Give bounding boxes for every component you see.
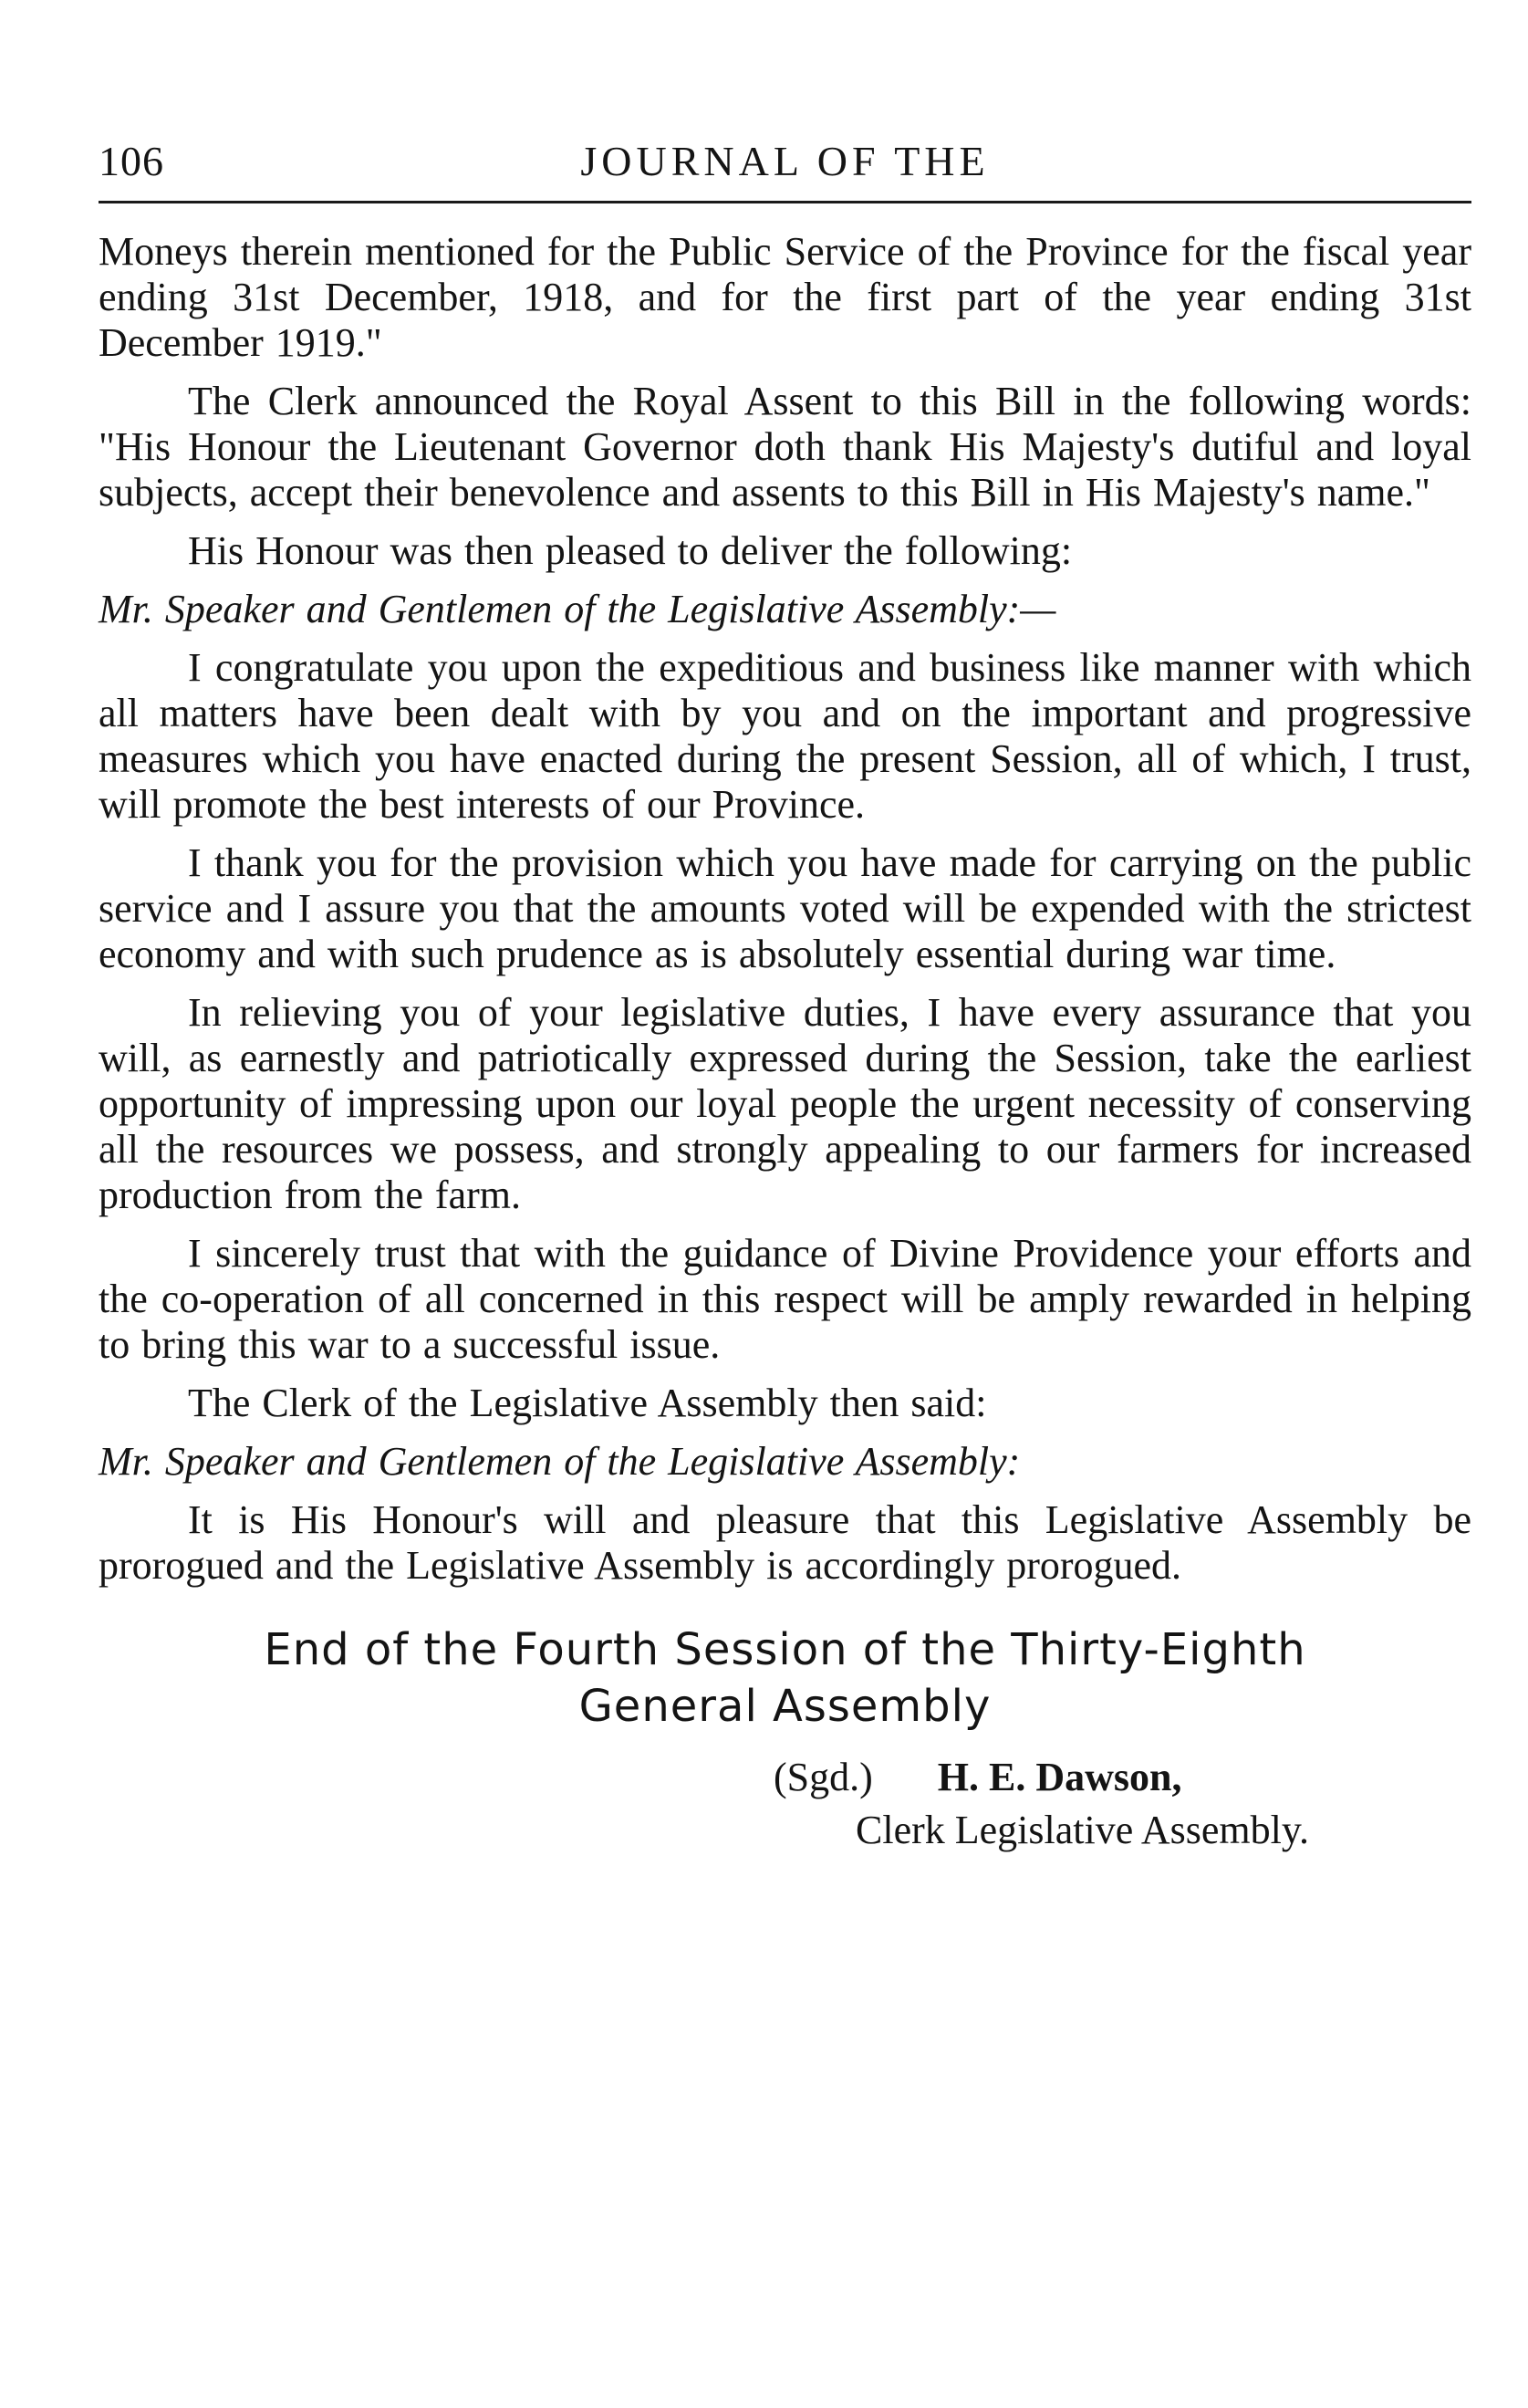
signed-mark: (Sgd.) — [774, 1755, 873, 1799]
running-head: JOURNAL OF THE — [580, 138, 990, 184]
page-header — [99, 137, 1471, 203]
paragraph-thank: I thank you for the provision which you have made for carrying on the public service and I assure you that the amounts voted will be expended with the strictest economy and with such prudence as is absolutely essential during war time. — [99, 840, 1471, 976]
signatory-title: Clerk Legislative Assembly. — [856, 1808, 1309, 1852]
signatory-name: H. E. Dawson, — [937, 1755, 1182, 1799]
paragraph-trust: I sincerely trust that with the guidance of Divine Providence your efforts and the co-operation of all concerned in this respect will be amply rewarded in helping to bring this war to a successful issue. — [99, 1231, 1471, 1367]
paragraph-clerk-said: The Clerk of the Legislative Assembly then said: — [188, 1381, 987, 1425]
paragraph-continuation: Moneys therein mentioned for the Public Service of the Province for the fiscal year ending 31st December, 1918, and for the first part of the year ending 31st December 1919." — [99, 229, 1471, 365]
journal-page — [99, 137, 1471, 1857]
signature-block — [774, 1751, 1471, 1857]
signature-line — [774, 1751, 1471, 1804]
address-line: Mr. Speaker and Gentlemen of the Legislative Assembly:— — [99, 587, 1056, 631]
paragraph-relieving: In relieving you of your legislative duties, I have every assurance that you will, as earnestly and patriotically expressed during the Session, take the earliest opportunity of impressing upon our loyal people the urgent necessity of conserving all the resources we possess, and strongly appealing to our farmers for increased production from the farm. — [99, 990, 1471, 1217]
paragraph-prorogued: It is His Honour's will and pleasure that this Legislative Assembly be prorogued and the Legislative Assembly is accordingly prorogued. — [99, 1497, 1471, 1588]
address-line: Mr. Speaker and Gentlemen of the Legislative Assembly: — [99, 1439, 1021, 1484]
body-text — [99, 229, 1471, 1589]
closing-line: General Assembly — [578, 1681, 992, 1732]
session-closing — [99, 1621, 1471, 1735]
paragraph-congratulate: I congratulate you upon the expeditious and business like manner with which all matters have been dealt with by you and on the important and progressive measures which you have enacted during the present Session, all of which, I trust, will promote the best interests of our Province. — [99, 645, 1471, 827]
paragraph-honour-delivers: His Honour was then pleased to deliver the following: — [188, 528, 1073, 573]
page-number: 106 — [99, 138, 164, 184]
paragraph-royal-assent: The Clerk announced the Royal Assent to this Bill in the following words: "His Honour the Lieutenant Governor doth thank His Majesty's dutiful and loyal subjects, accept their benevolence and assents to this Bill in His Majesty's name." — [99, 379, 1471, 515]
closing-line: End of the Fourth Session of the Thirty-Eighth — [264, 1624, 1306, 1675]
